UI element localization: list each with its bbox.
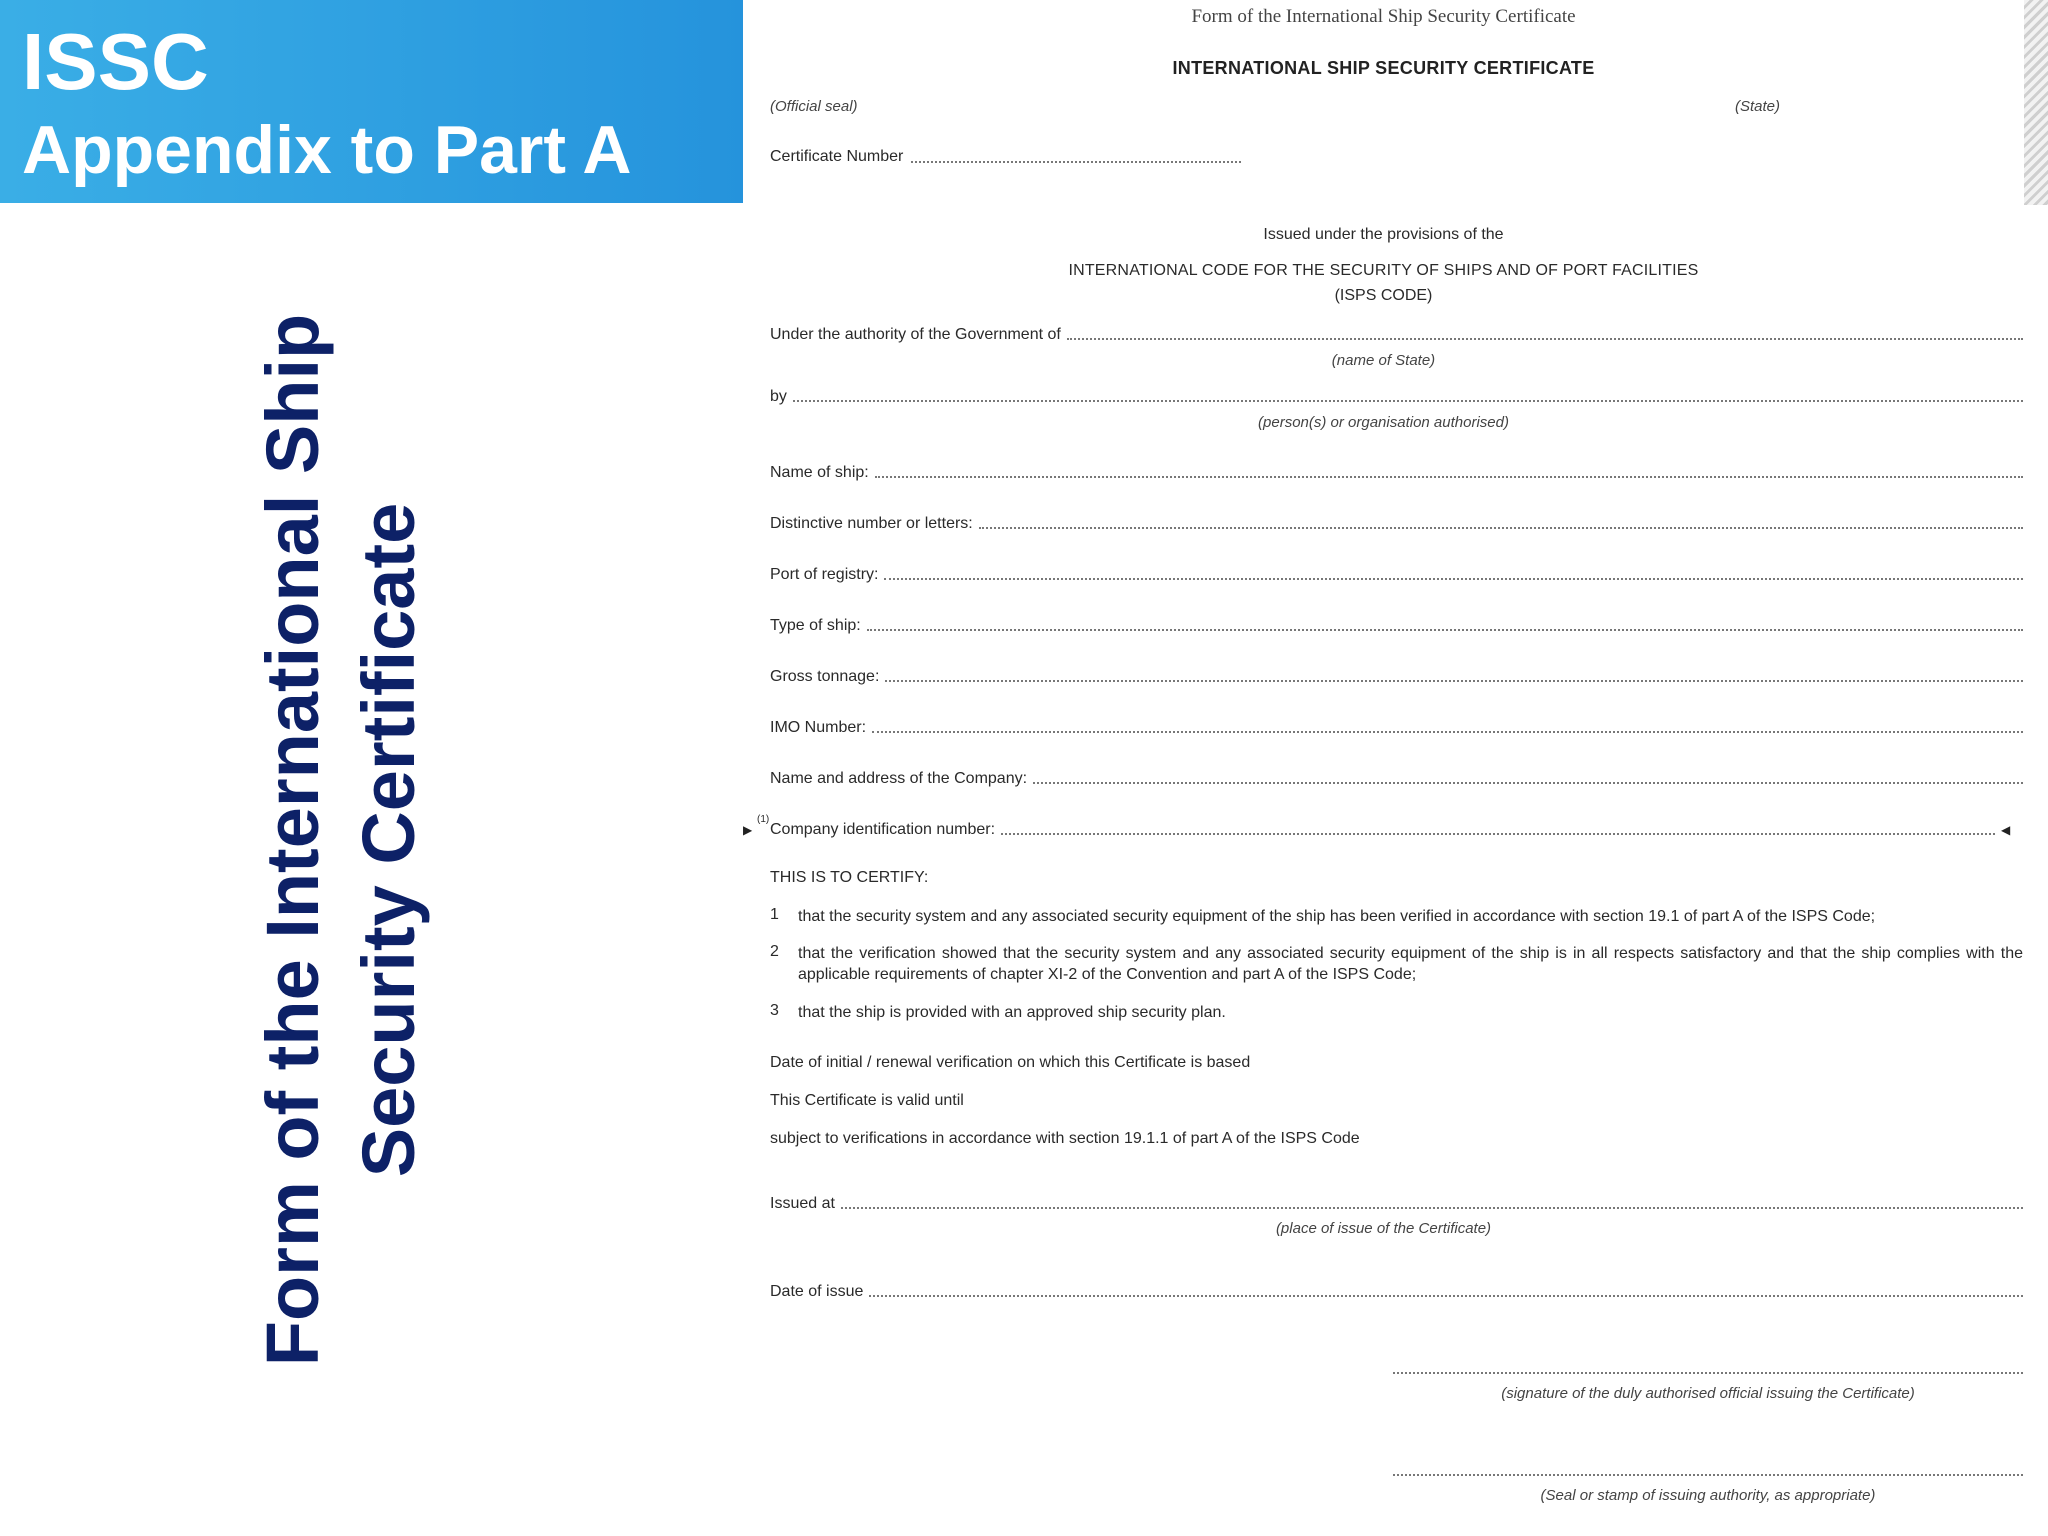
field-label: Distinctive number or letters: <box>770 515 973 532</box>
authorised-hint: (person(s) or organisation authorised) <box>1258 414 1509 431</box>
field-row-port-of-registry <box>770 562 2023 584</box>
list-text: that the ship is provided with an approved ship security plan. <box>798 1004 1226 1021</box>
by-dots <box>793 388 2023 402</box>
code-name-text: INTERNATIONAL CODE FOR THE SECURITY OF SHIPS AND OF PORT FACILITIES <box>1068 262 1699 279</box>
certificate-number-label: Certificate Number <box>770 148 904 165</box>
seal-line <box>1393 1474 2023 1476</box>
list-number: 3 <box>770 1002 779 1019</box>
certificate-title: INTERNATIONAL SHIP SECURITY CERTIFICATE <box>1172 58 1595 78</box>
company-id-footnote: (1) <box>757 814 770 825</box>
field-row-gross-tonnage <box>770 664 2023 686</box>
certify-item-2 <box>770 943 2023 985</box>
seal-hint: (Seal or stamp of issuing authority, as appropriate) <box>1540 1487 1876 1504</box>
valid-until-text: This Certificate is valid until <box>770 1092 964 1109</box>
certificate-form <box>743 0 2024 1536</box>
date-of-issue-label: Date of issue <box>770 1283 864 1300</box>
field-row-imo-number <box>770 715 2023 737</box>
field-dots <box>885 668 2023 682</box>
official-seal-label: (Official seal) <box>770 98 858 115</box>
list-number: 1 <box>770 906 779 923</box>
field-label: Port of registry: <box>770 566 879 583</box>
certify-item-1 <box>770 906 2023 927</box>
field-dots <box>867 617 2023 631</box>
date-of-issue-row <box>770 1279 2023 1301</box>
certificate-number-row <box>770 148 1241 166</box>
slide-title: ISSC <box>22 17 209 106</box>
field-dots <box>884 566 2023 580</box>
corner-stripes-decoration <box>2024 0 2048 205</box>
field-dots <box>1033 770 2023 784</box>
place-hint: (place of issue of the Certificate) <box>1275 1220 1492 1237</box>
by-row <box>770 384 2023 406</box>
date-of-issue-dots <box>869 1283 2023 1297</box>
field-row-name-of-ship <box>770 460 2023 482</box>
field-row-distinctive-number <box>770 511 2023 533</box>
header-banner <box>0 0 743 203</box>
right-marker-icon: ◀ <box>2001 823 2011 837</box>
issued-at-dots <box>841 1195 2023 1209</box>
issued-at-row <box>770 1191 2023 1213</box>
issued-under-text: Issued under the provisions of the <box>1263 226 1504 243</box>
field-row-company-address <box>770 766 2023 788</box>
list-number: 2 <box>770 943 779 960</box>
company-id-dots <box>1001 821 1995 835</box>
left-marker-icon: ▶ <box>743 823 753 837</box>
initial-verification-text: Date of initial / renewal verification on which this Certificate is based <box>770 1054 1251 1071</box>
field-dots <box>875 464 2023 478</box>
name-of-state-hint: (name of State) <box>1331 352 1436 369</box>
certificate-number-dots <box>911 151 1241 163</box>
list-text: that the verification showed that the security system and any associated security equipment of the ship is in all respects satisfactory and that the ship complies with the applicable requirements of chapter XI-2 of the Convention and part A of the ISPS Code; <box>798 945 2023 983</box>
field-label: Gross tonnage: <box>770 668 880 685</box>
company-id-row <box>770 817 1995 839</box>
state-label: (State) <box>1735 98 1781 115</box>
authority-dots <box>1067 326 2023 340</box>
field-dots <box>872 719 2023 733</box>
field-label: Name of ship: <box>770 464 869 481</box>
issued-at-label: Issued at <box>770 1195 835 1212</box>
signature-hint: (signature of the duly authorised official issuing the Certificate) <box>1501 1385 1915 1402</box>
certify-item-3 <box>770 1002 2023 1023</box>
by-label: by <box>770 388 787 405</box>
side-title: Form of the International Ship Security Certificate <box>251 313 430 1367</box>
list-text: that the security system and any associated security equipment of the ship has been verified in accordance with section 19.1 of part A of the ISPS Code; <box>798 908 1876 925</box>
field-dots <box>979 515 2023 529</box>
form-heading: Form of the International Ship Security Certificate <box>1191 6 1576 27</box>
field-label: IMO Number: <box>770 719 867 736</box>
slide-subtitle: Appendix to Part A <box>22 112 632 188</box>
company-id-label: Company identification number: <box>770 821 996 838</box>
field-label: Name and address of the Company: <box>770 770 1028 787</box>
subject-to-text: subject to verifications in accordance with section 19.1.1 of part A of the ISPS Code <box>770 1130 1360 1147</box>
field-row-type-of-ship <box>770 613 2023 635</box>
authority-label: Under the authority of the Government of <box>770 326 1061 343</box>
certify-heading: THIS IS TO CERTIFY: <box>770 869 929 886</box>
code-abbr-text: (ISPS CODE) <box>1334 287 1433 304</box>
field-label: Type of ship: <box>770 617 861 634</box>
signature-line <box>1393 1372 2023 1374</box>
authority-row <box>770 322 2023 344</box>
